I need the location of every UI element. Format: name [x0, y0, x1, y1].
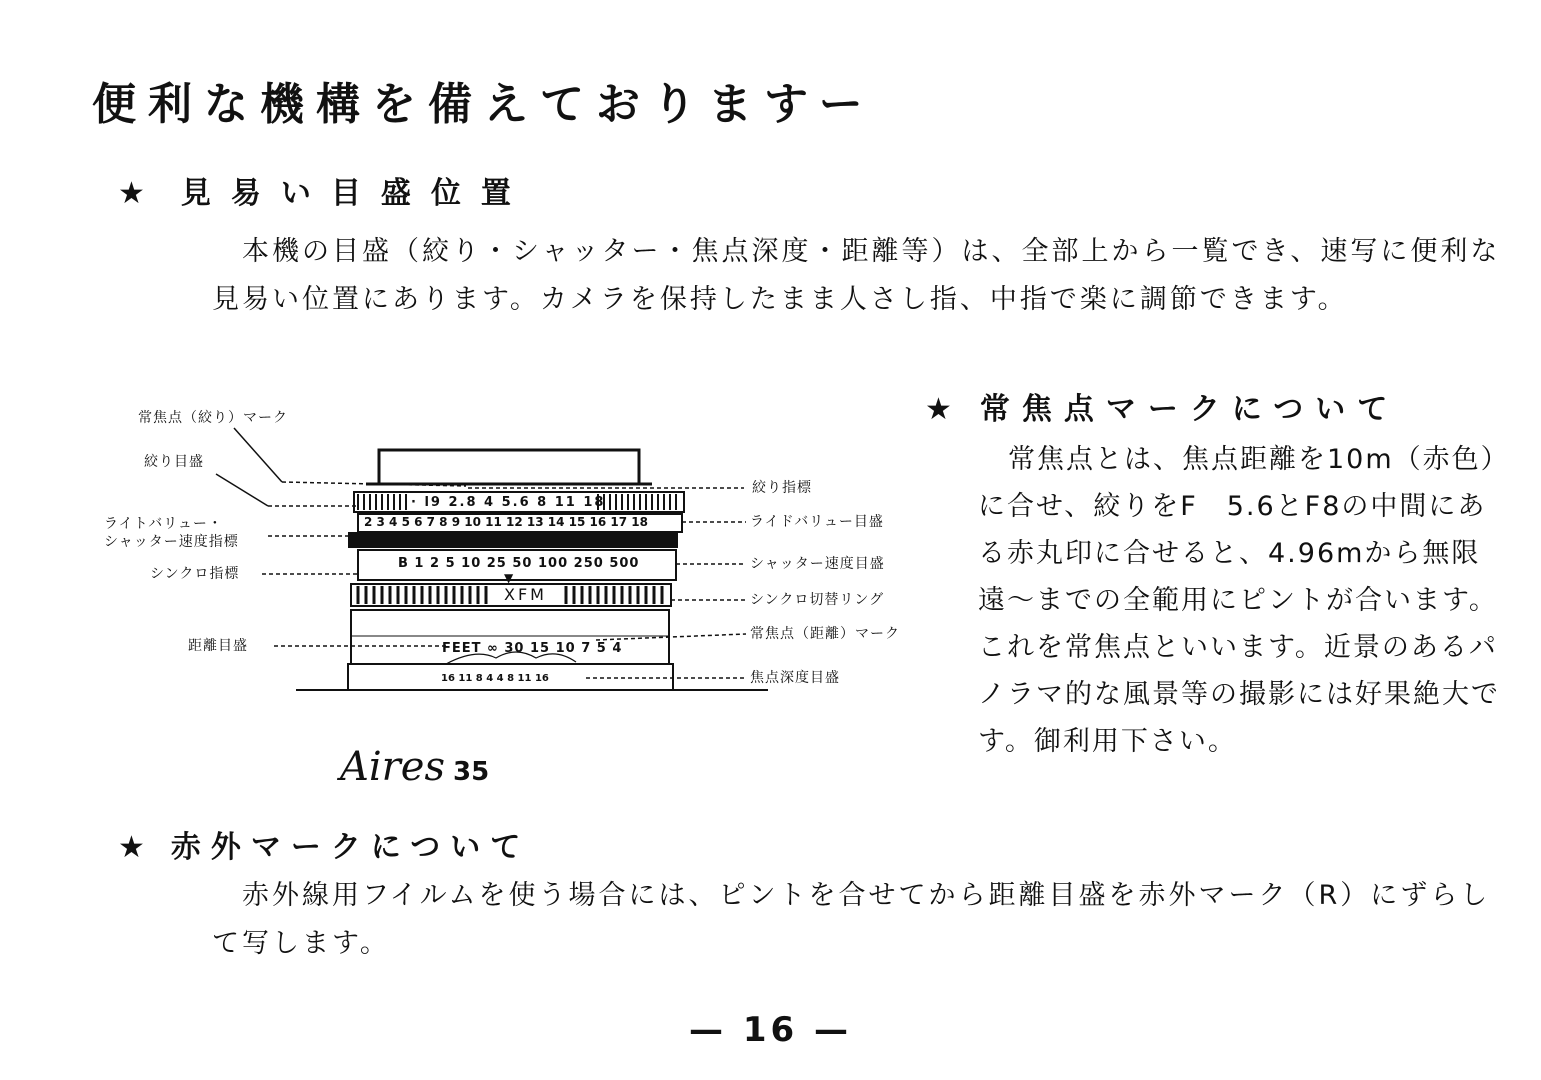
label-aperture-index: 絞り指標	[752, 480, 812, 496]
label-distance-scale: 距離目盛	[188, 638, 248, 654]
section-heading-fixed-focus	[925, 384, 1399, 428]
section-paragraph-infrared	[212, 872, 1512, 968]
label-lv-scale: ライドバリュー目盛	[750, 514, 884, 530]
label-aperture-scale: 絞り目盛	[144, 454, 204, 470]
brand-number: 35	[453, 757, 490, 787]
section-heading-text: 常焦点マークについて	[979, 392, 1400, 427]
label-aperture-mark: 常焦点（絞り）マーク	[138, 410, 288, 426]
dof-scale-text: 16 11 8 4 4 8 11 16	[441, 673, 549, 684]
label-dof-scale: 焦点深度目盛	[750, 670, 840, 686]
brand-logo	[340, 744, 489, 790]
star-icon: ★	[118, 176, 165, 211]
brand-script: Aires	[340, 744, 445, 790]
star-icon: ★	[925, 392, 964, 427]
distance-scale-text: FEET ∞ 30 15 10 7 5 4	[442, 641, 623, 656]
section-heading-scale-position	[118, 168, 531, 212]
label-lv-shutter-index-line1: ライトバリュー・	[104, 516, 223, 532]
page-title: 便利な機構を備えておりますー	[92, 79, 875, 130]
label-sync-ring: シンクロ切替リング	[750, 592, 885, 608]
label-sync-index: シンクロ指標	[150, 566, 240, 582]
sync-index-arrow: ▼	[504, 571, 515, 585]
paragraph-text: 赤外線用フイルムを使う場合には、ピントを合せてから距離目盛を赤外マーク（R）にずらして写します。	[212, 880, 1491, 959]
shutter-ring-band	[348, 532, 678, 548]
lv-scale-text: 2 3 4 5 6 7 8 9 10 11 12 13 14 15 16 17 18	[364, 515, 648, 529]
section-heading-text: 赤外マークについて	[170, 830, 531, 865]
page-number: — 16 —	[689, 1010, 852, 1050]
sync-ring-text: XFM	[504, 585, 547, 604]
paragraph-text: 常焦点とは、焦点距離を10m（赤色）に合せ、絞りをF 5.6とF8の中間にある赤丸印に合せると、4.96mから無限遠〜までの全範用にピントが合います。これを常焦点といいます。近景のあるパノラマ的な風景等の撮影には好果絶大です。御利用下さい。	[978, 444, 1500, 757]
label-distance-mark: 常焦点（距離）マーク	[750, 626, 900, 642]
star-icon: ★	[118, 830, 155, 865]
section-paragraph-fixed-focus	[978, 436, 1508, 765]
paragraph-text: 本機の目盛（絞り・シャッター・焦点深度・距離等）は、全部上から一覧でき、速写に便利な見易い位置にあります。カメラを保持したまま人さし指、中指で楽に調節できます。	[212, 236, 1501, 315]
lens-top-cap	[379, 450, 639, 484]
label-shutter-scale: シャッター速度目盛	[750, 556, 885, 572]
section-heading-infrared	[118, 822, 530, 866]
shutter-scale-text: B 1 2 5 10 25 50 100 250 500	[398, 556, 640, 571]
section-heading-text: 見易い目盛位置	[180, 176, 531, 211]
aperture-scale-text: · l9 2.8 4 5.6 8 11 18	[411, 495, 606, 510]
section-paragraph-scale-position	[212, 228, 1512, 324]
label-lv-shutter-index-line2: シャッター速度指標	[104, 534, 239, 550]
lens-diagram	[96, 396, 936, 796]
